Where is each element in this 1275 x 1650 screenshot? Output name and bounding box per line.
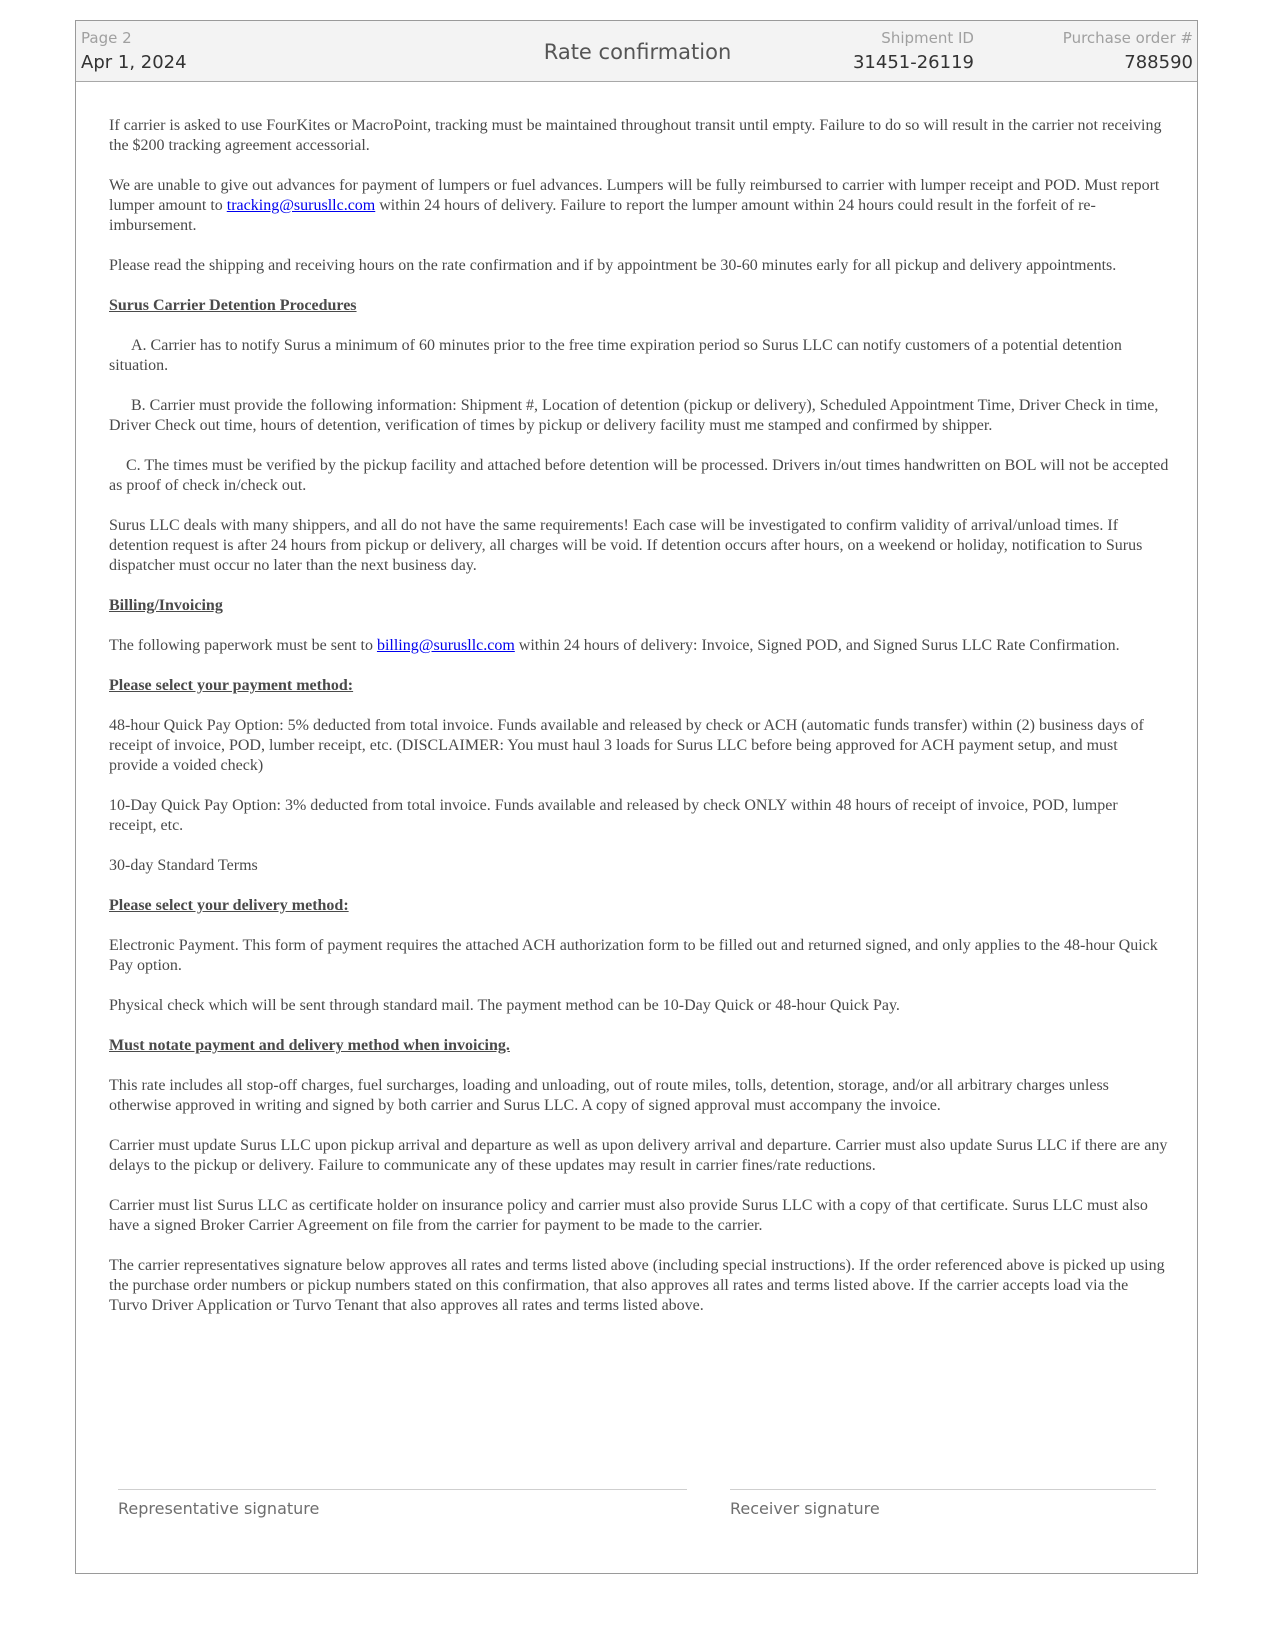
page-title: Rate confirmation bbox=[543, 40, 732, 64]
tracking-paragraph: If carrier is asked to use FourKites or MacroPoint, tracking must be maintained throughout transit until empty. Failure to do so will result in the carrier not receiving the $200 tracking agreement accessorial. bbox=[109, 117, 1162, 154]
lumper-text-start: We are unable to give out advances for payment of lumpers or fuel advances. Lumpers will be fully reimbursed to carrier with lumper receipt and POD. Must report lumper amount to bbox=[109, 177, 1160, 214]
insurance-paragraph: Carrier must list Surus LLC as certificate holder on insurance policy and carrier must also provide Surus LLC with a copy of that certificate. Surus LLC must also have a signed Broker Carrier Agreement on file from the carrier for payment to be made to the carrier. bbox=[109, 1197, 1148, 1234]
terms-body bbox=[109, 116, 1169, 1336]
detention-item-a: A. Carrier has to notify Surus a minimum of 60 minutes prior to the free time expiration period so Surus LLC can notify customers of a potential detention situation. bbox=[109, 337, 1122, 374]
representative-signature-line[interactable] bbox=[118, 1489, 687, 1490]
lumper-paragraph bbox=[109, 176, 1169, 236]
receiver-signature-label: Receiver signature bbox=[730, 1499, 880, 1518]
payment-method-heading: Please select your payment method: bbox=[109, 677, 354, 694]
page-number: Page 2 bbox=[81, 29, 132, 47]
delivery-method-heading: Please select your delivery method: bbox=[109, 897, 349, 914]
notate-heading: Must notate payment and delivery method when invoicing. bbox=[109, 1037, 510, 1054]
update-paragraph: Carrier must update Surus LLC upon pickup arrival and departure as well as upon delivery arrival and departure. Carrier must also update Surus LLC if there are any delays to the pickup or delivery. Failure to communicate any of these updates may result in carrier fines/rate reductions. bbox=[109, 1137, 1168, 1174]
detention-heading: Surus Carrier Detention Procedures bbox=[109, 297, 357, 314]
detention-requirements-paragraph: Surus LLC deals with many shippers, and all do not have the same requirements! Each case will be investigated to confirm validity of arrival/unload times. If detention request is after 24 hours from pickup or delivery, all charges will be void. If detention occurs after hours, on a weekend or holiday, notification to Surus dispatcher must occur no later than the next business day. bbox=[109, 517, 1143, 574]
approval-paragraph: The carrier representatives signature below approves all rates and terms listed above (including special instructions). If the order referenced above is picked up using the purchase order numbers or pickup numbers stated on this confirmation, that also approves all rates and terms listed above. If the carrier accepts load via the Turvo Driver Application or Turvo Tenant that also approves all rates and terms listed above. bbox=[109, 1257, 1165, 1314]
hours-paragraph: Please read the shipping and receiving hours on the rate confirmation and if by appointment be 30-60 minutes early for all pickup and delivery appointments. bbox=[109, 257, 1117, 274]
purchase-order-value: 788590 bbox=[1124, 52, 1193, 73]
tracking-email-link[interactable]: tracking@surusllc.com bbox=[226, 197, 376, 214]
shipment-id-label: Shipment ID bbox=[881, 29, 974, 47]
shipment-id-value: 31451-26119 bbox=[852, 52, 974, 73]
representative-signature-label: Representative signature bbox=[118, 1499, 320, 1518]
physical-check-paragraph: Physical check which will be sent through standard mail. The payment method can be 10-Day Quick or 48-hour Quick Pay. bbox=[109, 997, 900, 1014]
lumper-text-end: within 24 hours of delivery. Failure to report the lumper amount within 24 hours could result in the forfeit of re-imbursement. bbox=[109, 197, 1096, 234]
paperwork-text-start: The following paperwork must be sent to bbox=[109, 637, 377, 654]
quick-pay-48-paragraph: 48-hour Quick Pay Option: 5% deducted from total invoice. Funds available and released by check or ACH (automatic funds transfer) within (2) business days of receipt of invoice, POD, lumber receipt, etc. (DISCLAIMER: You must haul 3 loads for Surus LLC before being approved for ACH payment setup, and must provide a voided check) bbox=[109, 717, 1144, 774]
detention-item-b: B. Carrier must provide the following information: Shipment #, Location of detention (pickup or delivery), Scheduled Appointment Time, Driver Check in time, Driver Check out time, hours of detention, verification of times by pickup or delivery facility must me stamped and confirmed by shipper. bbox=[109, 397, 1159, 434]
document-date: Apr 1, 2024 bbox=[81, 52, 187, 73]
document-frame bbox=[75, 20, 1198, 1574]
receiver-signature-line[interactable] bbox=[730, 1489, 1156, 1490]
page-header bbox=[76, 21, 1197, 82]
electronic-payment-paragraph: Electronic Payment. This form of payment requires the attached ACH authorization form to be filled out and returned signed, and only applies to the 48-hour Quick Pay option. bbox=[109, 937, 1158, 974]
paperwork-text-end: within 24 hours of delivery: Invoice, Signed POD, and Signed Surus LLC Rate Confirmation. bbox=[514, 637, 1120, 654]
quick-pay-10-paragraph: 10-Day Quick Pay Option: 3% deducted from total invoice. Funds available and released by check ONLY within 48 hours of receipt of invoice, POD, lumper receipt, etc. bbox=[109, 797, 1118, 834]
rate-includes-paragraph: This rate includes all stop-off charges, fuel surcharges, loading and unloading, out of route miles, tolls, detention, storage, and/or all arbitrary charges unless otherwise approved in writing and signed by both carrier and Surus LLC. A copy of signed approval must accompany the invoice. bbox=[109, 1077, 1109, 1114]
paperwork-paragraph bbox=[109, 636, 1169, 656]
billing-email-link[interactable]: billing@surusllc.com bbox=[376, 637, 515, 654]
detention-item-c: C. The times must be verified by the pickup facility and attached before detention will be processed. Drivers in/out times handwritten on BOL will not be accepted as proof of check in/check out. bbox=[109, 457, 1169, 494]
standard-terms-paragraph: 30-day Standard Terms bbox=[109, 857, 258, 874]
billing-heading: Billing/Invoicing bbox=[109, 597, 223, 614]
purchase-order-label: Purchase order # bbox=[1062, 29, 1193, 47]
